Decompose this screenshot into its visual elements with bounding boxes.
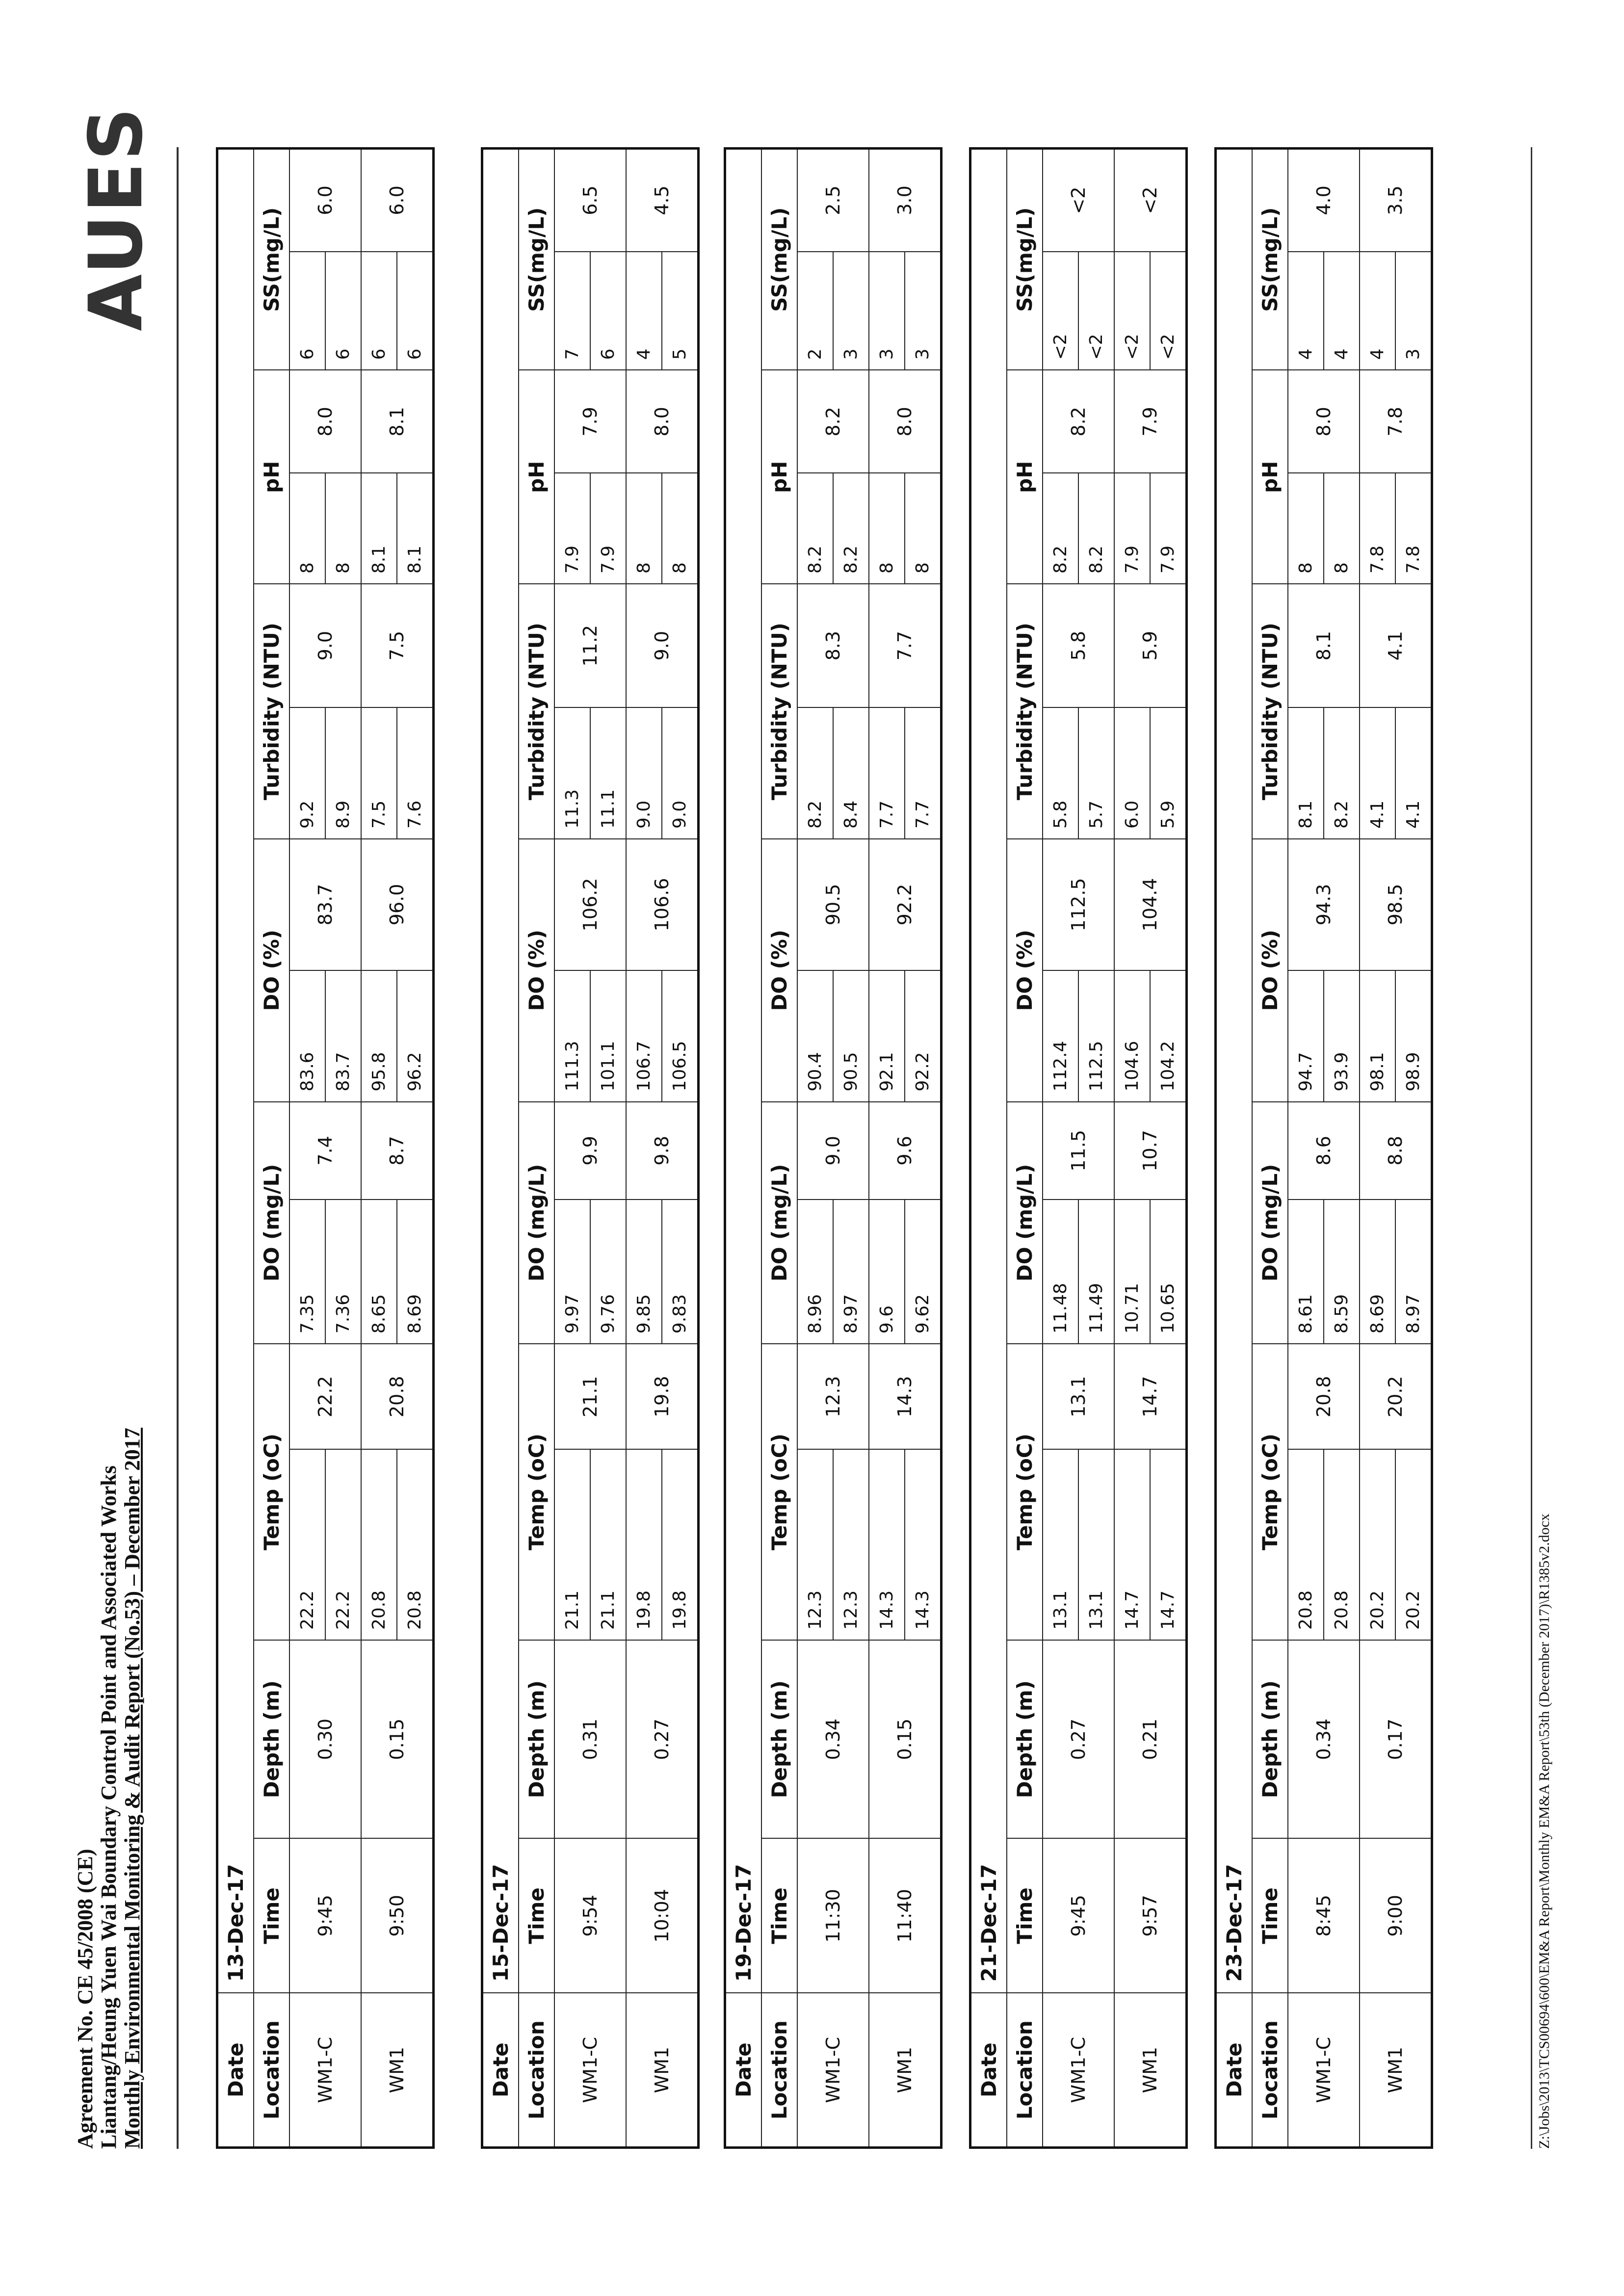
ss-reading-1: 6 xyxy=(361,252,397,370)
turbidity-reading-2: 5.9 xyxy=(1150,707,1187,839)
ph-reading-2: 8.2 xyxy=(1078,473,1114,584)
location-cell: WM1 xyxy=(361,1993,434,2147)
ph-reading-2: 7.8 xyxy=(1395,473,1432,584)
water-quality-table xyxy=(481,147,700,2149)
temp-reading-1: 14.7 xyxy=(1114,1449,1150,1640)
file-path-footer: Z:\Jobs\2013\TCS00694\600\EM&A Report\Monthly EM&A Report\53th (December 2017)\R1385v2.docx xyxy=(1531,147,1553,2149)
location-cell: WM1-C xyxy=(797,1993,869,2147)
temp-reading-1: 13.1 xyxy=(1043,1449,1078,1640)
ph-average: 7.8 xyxy=(1360,370,1432,473)
ss-reading-2: 3 xyxy=(1395,252,1432,370)
ss-header: SS(mg/L) xyxy=(1252,149,1288,370)
ss-reading-1: 4 xyxy=(1360,252,1395,370)
do-mgl-reading-1: 10.71 xyxy=(1114,1200,1150,1344)
do-mgl-header: DO (mg/L) xyxy=(254,1102,289,1344)
temp-reading-2: 13.1 xyxy=(1078,1449,1114,1640)
do-pct-reading-1: 104.6 xyxy=(1114,970,1150,1102)
depth-header: Depth (m) xyxy=(1252,1640,1288,1838)
ph-reading-2: 8 xyxy=(1324,473,1360,584)
ss-reading-1: 2 xyxy=(797,252,833,370)
temp-average: 13.1 xyxy=(1043,1344,1114,1449)
ph-average: 8.2 xyxy=(797,370,869,473)
location-cell: WM1 xyxy=(626,1993,699,2147)
ph-header: pH xyxy=(254,370,289,584)
do-pct-average: 83.7 xyxy=(289,839,361,970)
do-pct-average: 112.5 xyxy=(1043,839,1114,970)
depth-cell: 0.21 xyxy=(1114,1640,1187,1838)
time-cell: 10:04 xyxy=(626,1838,699,1993)
do-pct-average: 90.5 xyxy=(797,839,869,970)
do-pct-header: DO (%) xyxy=(761,839,797,1102)
ss-average: 3.0 xyxy=(869,149,942,252)
turbidity-average: 4.1 xyxy=(1360,584,1432,707)
turbidity-reading-2: 9.0 xyxy=(662,707,699,839)
turbidity-average: 11.2 xyxy=(554,584,626,707)
ss-average: 6.0 xyxy=(361,149,434,252)
location-cell: WM1-C xyxy=(289,1993,361,2147)
date-row xyxy=(725,149,762,2148)
do-pct-reading-2: 93.9 xyxy=(1324,970,1360,1102)
turbidity-reading-1: 7.5 xyxy=(361,707,397,839)
ss-average: <2 xyxy=(1114,149,1187,252)
time-cell: 9:54 xyxy=(554,1838,626,1993)
temp-average: 19.8 xyxy=(626,1344,699,1449)
ph-reading-2: 8 xyxy=(905,473,942,584)
temp-average: 21.1 xyxy=(554,1344,626,1449)
date-label: Date xyxy=(482,1993,519,2147)
do-mgl-average: 9.0 xyxy=(797,1102,869,1200)
time-cell: 9:45 xyxy=(1043,1838,1114,1993)
table-row xyxy=(361,149,397,2148)
column-header-row xyxy=(519,149,554,2148)
turbidity-average: 5.8 xyxy=(1043,584,1114,707)
do-pct-reading-1: 106.7 xyxy=(626,970,662,1102)
date-value: 15-Dec-17 xyxy=(482,149,519,1993)
date-value: 23-Dec-17 xyxy=(1216,149,1253,1993)
do-pct-reading-2: 98.9 xyxy=(1395,970,1432,1102)
time-cell: 9:50 xyxy=(361,1838,434,1993)
do-pct-reading-2: 90.5 xyxy=(833,970,869,1102)
do-pct-average: 98.5 xyxy=(1360,839,1432,970)
ph-reading-1: 8.2 xyxy=(797,473,833,584)
turbidity-reading-1: 5.8 xyxy=(1043,707,1078,839)
ss-average: 4.0 xyxy=(1288,149,1360,252)
location-header: Location xyxy=(254,1993,289,2147)
water-quality-table xyxy=(969,147,1188,2149)
do-pct-reading-1: 112.4 xyxy=(1043,970,1078,1102)
ph-reading-2: 8.2 xyxy=(833,473,869,584)
ph-reading-2: 7.9 xyxy=(590,473,626,584)
ph-reading-1: 7.9 xyxy=(554,473,590,584)
turbidity-reading-2: 4.1 xyxy=(1395,707,1432,839)
ph-average: 7.9 xyxy=(554,370,626,473)
date-value: 21-Dec-17 xyxy=(970,149,1007,1993)
ph-header: pH xyxy=(761,370,797,584)
date-value: 19-Dec-17 xyxy=(725,149,762,1993)
do-mgl-reading-1: 9.97 xyxy=(554,1200,590,1344)
do-pct-reading-1: 83.6 xyxy=(289,970,325,1102)
do-mgl-reading-2: 9.76 xyxy=(590,1200,626,1344)
date-label: Date xyxy=(217,1993,254,2147)
project-title: Liantang/Heung Yuen Wai Boundary Control Point and Associated Works xyxy=(97,1465,121,2149)
turbidity-reading-2: 5.7 xyxy=(1078,707,1114,839)
do-pct-average: 96.0 xyxy=(361,839,434,970)
time-cell: 11:40 xyxy=(869,1838,942,1993)
ss-reading-2: 3 xyxy=(905,252,942,370)
table-row xyxy=(1043,149,1078,2148)
turbidity-average: 9.0 xyxy=(626,584,699,707)
location-cell: WM1-C xyxy=(1043,1993,1114,2147)
location-cell: WM1 xyxy=(1360,1993,1432,2147)
turbidity-reading-1: 6.0 xyxy=(1114,707,1150,839)
water-quality-table xyxy=(216,147,435,2149)
turbidity-reading-1: 8.2 xyxy=(797,707,833,839)
do-pct-reading-2: 112.5 xyxy=(1078,970,1114,1102)
do-mgl-header: DO (mg/L) xyxy=(761,1102,797,1344)
table-row xyxy=(869,149,905,2148)
do-pct-reading-1: 92.1 xyxy=(869,970,905,1102)
agreement-number: Agreement No. CE 45/2008 (CE) xyxy=(73,1849,97,2149)
temp-header: Temp (oC) xyxy=(1007,1344,1043,1640)
temp-header: Temp (oC) xyxy=(254,1344,289,1640)
do-mgl-reading-1: 8.69 xyxy=(1360,1200,1395,1344)
do-pct-reading-2: 106.5 xyxy=(662,970,699,1102)
location-cell: WM1-C xyxy=(1288,1993,1360,2147)
ph-average: 8.0 xyxy=(289,370,361,473)
time-cell: 8:45 xyxy=(1288,1838,1360,1993)
ss-reading-2: 4 xyxy=(1324,252,1360,370)
do-mgl-average: 7.4 xyxy=(289,1102,361,1200)
location-cell: WM1 xyxy=(1114,1993,1187,2147)
table-row xyxy=(554,149,590,2148)
turbidity-reading-2: 7.7 xyxy=(905,707,942,839)
temp-reading-2: 14.7 xyxy=(1150,1449,1187,1640)
column-header-row xyxy=(761,149,797,2148)
do-mgl-reading-2: 10.65 xyxy=(1150,1200,1187,1344)
ss-average: 3.5 xyxy=(1360,149,1432,252)
do-pct-average: 106.6 xyxy=(626,839,699,970)
do-pct-header: DO (%) xyxy=(1252,839,1288,1102)
ss-reading-1: 3 xyxy=(869,252,905,370)
temp-average: 12.3 xyxy=(797,1344,869,1449)
ss-reading-2: 6 xyxy=(325,252,361,370)
turbidity-average: 9.0 xyxy=(289,584,361,707)
do-pct-average: 92.2 xyxy=(869,839,942,970)
temp-reading-1: 19.8 xyxy=(626,1449,662,1640)
depth-header: Depth (m) xyxy=(254,1640,289,1838)
temp-reading-1: 12.3 xyxy=(797,1449,833,1640)
aues-logo: AUES xyxy=(74,105,159,331)
date-row xyxy=(970,149,1007,2148)
do-mgl-reading-1: 11.48 xyxy=(1043,1200,1078,1344)
do-mgl-average: 9.9 xyxy=(554,1102,626,1200)
depth-cell: 0.27 xyxy=(626,1640,699,1838)
do-mgl-average: 10.7 xyxy=(1114,1102,1187,1200)
date-row xyxy=(482,149,519,2148)
do-mgl-average: 9.6 xyxy=(869,1102,942,1200)
temp-reading-2: 20.8 xyxy=(397,1449,434,1640)
depth-cell: 0.17 xyxy=(1360,1640,1432,1838)
temp-reading-2: 19.8 xyxy=(662,1449,699,1640)
ss-average: 6.0 xyxy=(289,149,361,252)
do-mgl-header: DO (mg/L) xyxy=(519,1102,554,1344)
table-row xyxy=(1114,149,1150,2148)
turbidity-header: Turbidity (NTU) xyxy=(761,584,797,839)
ss-reading-2: 6 xyxy=(397,252,434,370)
ph-header: pH xyxy=(519,370,554,584)
temp-reading-1: 20.8 xyxy=(361,1449,397,1640)
temp-header: Temp (oC) xyxy=(519,1344,554,1640)
ph-header: pH xyxy=(1252,370,1288,584)
do-mgl-reading-1: 9.85 xyxy=(626,1200,662,1344)
temp-reading-1: 21.1 xyxy=(554,1449,590,1640)
temp-reading-1: 20.2 xyxy=(1360,1449,1395,1640)
ss-reading-1: <2 xyxy=(1114,252,1150,370)
do-mgl-reading-2: 11.49 xyxy=(1078,1200,1114,1344)
ss-reading-1: 4 xyxy=(1288,252,1324,370)
do-pct-reading-1: 94.7 xyxy=(1288,970,1324,1102)
do-mgl-header: DO (mg/L) xyxy=(1007,1102,1043,1344)
do-mgl-header: DO (mg/L) xyxy=(1252,1102,1288,1344)
do-pct-reading-2: 92.2 xyxy=(905,970,942,1102)
ph-average: 8.1 xyxy=(361,370,434,473)
temp-average: 22.2 xyxy=(289,1344,361,1449)
turbidity-average: 8.1 xyxy=(1288,584,1360,707)
temp-reading-2: 21.1 xyxy=(590,1449,626,1640)
do-mgl-average: 8.8 xyxy=(1360,1102,1432,1200)
do-mgl-reading-2: 9.83 xyxy=(662,1200,699,1344)
ss-reading-1: 7 xyxy=(554,252,590,370)
ss-header: SS(mg/L) xyxy=(761,149,797,370)
turbidity-average: 7.5 xyxy=(361,584,434,707)
do-pct-average: 104.4 xyxy=(1114,839,1187,970)
do-mgl-reading-1: 7.35 xyxy=(289,1200,325,1344)
turbidity-header: Turbidity (NTU) xyxy=(1007,584,1043,839)
column-header-row xyxy=(1252,149,1288,2148)
ss-header: SS(mg/L) xyxy=(519,149,554,370)
ph-reading-1: 8.2 xyxy=(1043,473,1078,584)
time-cell: 9:57 xyxy=(1114,1838,1187,1993)
report-title: Monthly Environmental Monitoring & Audit Report (No.53) – December 2017 xyxy=(120,1428,144,2149)
depth-cell: 0.15 xyxy=(361,1640,434,1838)
temp-reading-2: 20.2 xyxy=(1395,1449,1432,1640)
temp-reading-1: 22.2 xyxy=(289,1449,325,1640)
turbidity-average: 5.9 xyxy=(1114,584,1187,707)
ss-header: SS(mg/L) xyxy=(254,149,289,370)
do-mgl-average: 8.6 xyxy=(1288,1102,1360,1200)
ss-header: SS(mg/L) xyxy=(1007,149,1043,370)
depth-cell: 0.31 xyxy=(554,1640,626,1838)
ph-reading-2: 8 xyxy=(325,473,361,584)
date-row xyxy=(217,149,254,2148)
temp-reading-2: 22.2 xyxy=(325,1449,361,1640)
ss-reading-1: 6 xyxy=(289,252,325,370)
ph-reading-1: 7.8 xyxy=(1360,473,1395,584)
temp-header: Temp (oC) xyxy=(1252,1344,1288,1640)
turbidity-reading-1: 8.1 xyxy=(1288,707,1324,839)
table-row xyxy=(797,149,833,2148)
temp-average: 20.8 xyxy=(361,1344,434,1449)
do-pct-average: 106.2 xyxy=(554,839,626,970)
ss-reading-2: <2 xyxy=(1078,252,1114,370)
temp-reading-1: 20.8 xyxy=(1288,1449,1324,1640)
do-pct-reading-2: 104.2 xyxy=(1150,970,1187,1102)
temp-reading-2: 20.8 xyxy=(1324,1449,1360,1640)
do-mgl-average: 8.7 xyxy=(361,1102,434,1200)
ss-reading-2: 3 xyxy=(833,252,869,370)
date-row xyxy=(1216,149,1253,2148)
ss-reading-2: 6 xyxy=(590,252,626,370)
do-mgl-reading-2: 8.69 xyxy=(397,1200,434,1344)
ph-reading-2: 8.1 xyxy=(397,473,434,584)
turbidity-average: 7.7 xyxy=(869,584,942,707)
time-header: Time xyxy=(519,1838,554,1993)
ph-reading-2: 8 xyxy=(662,473,699,584)
depth-cell: 0.15 xyxy=(869,1640,942,1838)
depth-cell: 0.27 xyxy=(1043,1640,1114,1838)
ph-reading-1: 8.1 xyxy=(361,473,397,584)
do-pct-reading-1: 98.1 xyxy=(1360,970,1395,1102)
ss-average: 2.5 xyxy=(797,149,869,252)
date-value: 13-Dec-17 xyxy=(217,149,254,1993)
ph-reading-1: 8 xyxy=(626,473,662,584)
temp-average: 20.2 xyxy=(1360,1344,1432,1449)
do-mgl-reading-2: 8.97 xyxy=(1395,1200,1432,1344)
turbidity-header: Turbidity (NTU) xyxy=(254,584,289,839)
do-mgl-reading-2: 9.62 xyxy=(905,1200,942,1344)
do-pct-header: DO (%) xyxy=(254,839,289,1102)
do-pct-reading-2: 101.1 xyxy=(590,970,626,1102)
ph-reading-1: 8 xyxy=(289,473,325,584)
turbidity-average: 8.3 xyxy=(797,584,869,707)
time-cell: 9:00 xyxy=(1360,1838,1432,1993)
do-pct-average: 94.3 xyxy=(1288,839,1360,970)
ph-reading-1: 8 xyxy=(869,473,905,584)
turbidity-reading-2: 8.4 xyxy=(833,707,869,839)
ph-average: 7.9 xyxy=(1114,370,1187,473)
ph-average: 8.2 xyxy=(1043,370,1114,473)
do-pct-reading-1: 90.4 xyxy=(797,970,833,1102)
time-header: Time xyxy=(761,1838,797,1993)
table-row xyxy=(1288,149,1324,2148)
ss-reading-2: <2 xyxy=(1150,252,1187,370)
water-quality-table xyxy=(1214,147,1433,2149)
turbidity-header: Turbidity (NTU) xyxy=(1252,584,1288,839)
depth-cell: 0.34 xyxy=(1288,1640,1360,1838)
ss-reading-2: 5 xyxy=(662,252,699,370)
depth-cell: 0.30 xyxy=(289,1640,361,1838)
do-mgl-reading-2: 8.59 xyxy=(1324,1200,1360,1344)
table-row xyxy=(626,149,662,2148)
location-header: Location xyxy=(519,1993,554,2147)
location-cell: WM1 xyxy=(869,1993,942,2147)
date-label: Date xyxy=(970,1993,1007,2147)
date-label: Date xyxy=(725,1993,762,2147)
ss-reading-1: <2 xyxy=(1043,252,1078,370)
do-mgl-reading-2: 8.97 xyxy=(833,1200,869,1344)
temp-reading-2: 14.3 xyxy=(905,1449,942,1640)
depth-header: Depth (m) xyxy=(519,1640,554,1838)
turbidity-reading-1: 11.3 xyxy=(554,707,590,839)
ph-average: 8.0 xyxy=(626,370,699,473)
ss-reading-1: 4 xyxy=(626,252,662,370)
location-cell: WM1-C xyxy=(554,1993,626,2147)
ss-average: 6.5 xyxy=(554,149,626,252)
temp-reading-1: 14.3 xyxy=(869,1449,905,1640)
temp-average: 14.3 xyxy=(869,1344,942,1449)
table-row xyxy=(1360,149,1395,2148)
time-header: Time xyxy=(254,1838,289,1993)
do-pct-header: DO (%) xyxy=(1007,839,1043,1102)
do-mgl-average: 9.8 xyxy=(626,1102,699,1200)
time-cell: 9:45 xyxy=(289,1838,361,1993)
date-label: Date xyxy=(1216,1993,1253,2147)
do-mgl-reading-1: 8.65 xyxy=(361,1200,397,1344)
temp-average: 20.8 xyxy=(1288,1344,1360,1449)
location-header: Location xyxy=(1007,1993,1043,2147)
ss-average: 4.5 xyxy=(626,149,699,252)
do-pct-reading-1: 95.8 xyxy=(361,970,397,1102)
turbidity-reading-2: 7.6 xyxy=(397,707,434,839)
turbidity-reading-2: 8.9 xyxy=(325,707,361,839)
location-header: Location xyxy=(1252,1993,1288,2147)
ph-reading-1: 7.9 xyxy=(1114,473,1150,584)
turbidity-reading-2: 8.2 xyxy=(1324,707,1360,839)
do-pct-reading-2: 83.7 xyxy=(325,970,361,1102)
table-row xyxy=(289,149,325,2148)
turbidity-reading-1: 4.1 xyxy=(1360,707,1395,839)
turbidity-header: Turbidity (NTU) xyxy=(519,584,554,839)
header-rule xyxy=(177,147,179,2149)
do-pct-reading-2: 96.2 xyxy=(397,970,434,1102)
do-mgl-reading-1: 9.6 xyxy=(869,1200,905,1344)
column-header-row xyxy=(1007,149,1043,2148)
turbidity-reading-2: 11.1 xyxy=(590,707,626,839)
turbidity-reading-1: 7.7 xyxy=(869,707,905,839)
turbidity-reading-1: 9.0 xyxy=(626,707,662,839)
do-mgl-average: 11.5 xyxy=(1043,1102,1114,1200)
column-header-row xyxy=(254,149,289,2148)
ph-average: 8.0 xyxy=(1288,370,1360,473)
temp-header: Temp (oC) xyxy=(761,1344,797,1640)
ph-reading-2: 7.9 xyxy=(1150,473,1187,584)
temp-average: 14.7 xyxy=(1114,1344,1187,1449)
do-mgl-reading-2: 7.36 xyxy=(325,1200,361,1344)
ph-average: 8.0 xyxy=(869,370,942,473)
time-header: Time xyxy=(1252,1838,1288,1993)
ph-reading-1: 8 xyxy=(1288,473,1324,584)
water-quality-table xyxy=(724,147,943,2149)
do-pct-reading-1: 111.3 xyxy=(554,970,590,1102)
ph-header: pH xyxy=(1007,370,1043,584)
turbidity-reading-1: 9.2 xyxy=(289,707,325,839)
time-cell: 11:30 xyxy=(797,1838,869,1993)
do-mgl-reading-1: 8.96 xyxy=(797,1200,833,1344)
do-pct-header: DO (%) xyxy=(519,839,554,1102)
ss-average: <2 xyxy=(1043,149,1114,252)
do-mgl-reading-1: 8.61 xyxy=(1288,1200,1324,1344)
location-header: Location xyxy=(761,1993,797,2147)
temp-reading-2: 12.3 xyxy=(833,1449,869,1640)
time-header: Time xyxy=(1007,1838,1043,1993)
depth-cell: 0.34 xyxy=(797,1640,869,1838)
report-header xyxy=(74,1428,144,2149)
depth-header: Depth (m) xyxy=(1007,1640,1043,1838)
depth-header: Depth (m) xyxy=(761,1640,797,1838)
